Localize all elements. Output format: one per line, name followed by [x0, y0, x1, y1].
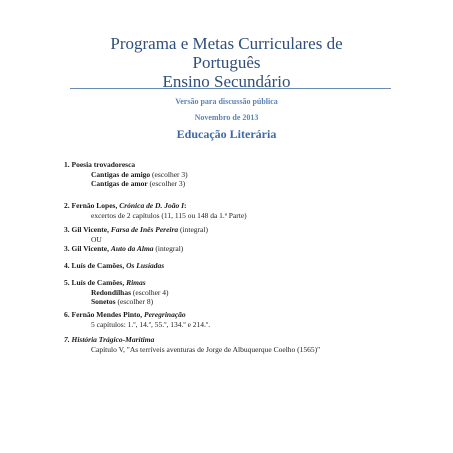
item-4-heading-a: 4. Luís de Camões,: [64, 261, 127, 270]
item-3-heading-b: Farsa de Inês Pereira: [110, 225, 179, 234]
item-1-line-2: [64, 179, 188, 189]
item-6-heading-a: 6. Fernão Mendes Pinto,: [64, 310, 144, 319]
list-item-4: [64, 261, 164, 271]
item-2-heading-c: :: [184, 201, 187, 210]
item-7-heading: [64, 335, 320, 345]
title-line-1: Programa e Metas Curriculares de: [110, 34, 343, 53]
version-note: Versão para discussão pública: [175, 97, 278, 106]
item-5-line-2-bold: Sonetos: [91, 297, 116, 306]
item-2-heading-b: Crónica de D. João I: [119, 201, 185, 210]
list-item-7: [64, 335, 320, 354]
item-5-heading-b: Rimas: [126, 278, 146, 287]
item-3-line-1: OU: [91, 234, 102, 244]
item-2-line-1: excertos de 2 capítulos (11, 115 ou 148 da 1.ª Parte): [91, 210, 247, 220]
list-item-5: [64, 278, 169, 307]
list-item-6: [64, 310, 210, 329]
item-7-line-1: Capítulo V, "As terríveis aventuras de Jorge de Albuquerque Coelho (1565)": [91, 344, 321, 354]
document-title: [0, 34, 453, 91]
item-3b-heading-b: Auto da Alma: [110, 244, 154, 253]
item-6-heading-b: Peregrinação: [144, 310, 186, 319]
item-7-heading-b: 7. História Trágico-Marítima: [64, 335, 155, 344]
item-1-line-2-text: (escolher 3): [147, 179, 186, 188]
item-1-line-1-text: (escolher 3): [150, 169, 188, 179]
title-line-3: Ensino Secundário: [162, 72, 291, 91]
item-5-line-1-bold: Redondilhas: [91, 287, 132, 297]
item-5-heading: [64, 278, 169, 288]
item-5-heading-a: 5. Luís de Camões,: [64, 278, 127, 287]
item-5-line-2-text: (escolher 8): [115, 297, 154, 306]
item-2-heading: [64, 201, 247, 211]
item-2-heading-a: 2. Fernão Lopes,: [64, 201, 120, 210]
item-5-line-2: [64, 297, 169, 307]
item-1-line-1: [64, 170, 188, 180]
list-item-3b: [64, 244, 183, 254]
list-item-2: [64, 201, 247, 220]
item-5-line-1-text: (escolher 4): [131, 287, 169, 297]
item-6-heading: [64, 310, 210, 320]
item-3b-heading-c: (integral): [153, 244, 184, 253]
item-4-heading-b: Os Lusíadas: [126, 261, 165, 270]
list-item-1: [64, 160, 188, 189]
item-3-heading-a: 3. Gil Vicente,: [64, 225, 111, 234]
item-3b-heading: [64, 244, 183, 254]
item-3-heading: [64, 225, 208, 235]
item-1-heading: 1. Poesia trovadoresca: [64, 160, 136, 169]
section-heading: Educação Literária: [176, 127, 277, 141]
date-line: Novembro de 2013: [194, 113, 259, 122]
item-1-line-2-bold: Cantigas de amor: [91, 179, 148, 188]
item-1-line-1-bold: Cantigas de amigo: [91, 169, 151, 179]
item-4-heading: [64, 261, 164, 271]
title-divider: [70, 88, 391, 89]
item-3b-heading-a: 3. Gil Vicente,: [64, 244, 111, 253]
list-item-3: [64, 225, 208, 244]
item-6-line-1: 5 capítulos: 1.º, 14.º, 55.º, 134.º e 214.º.: [91, 319, 211, 329]
item-3-heading-c: (integral): [178, 225, 208, 234]
title-line-2: Português: [192, 53, 261, 72]
item-5-line-1: [64, 288, 169, 298]
